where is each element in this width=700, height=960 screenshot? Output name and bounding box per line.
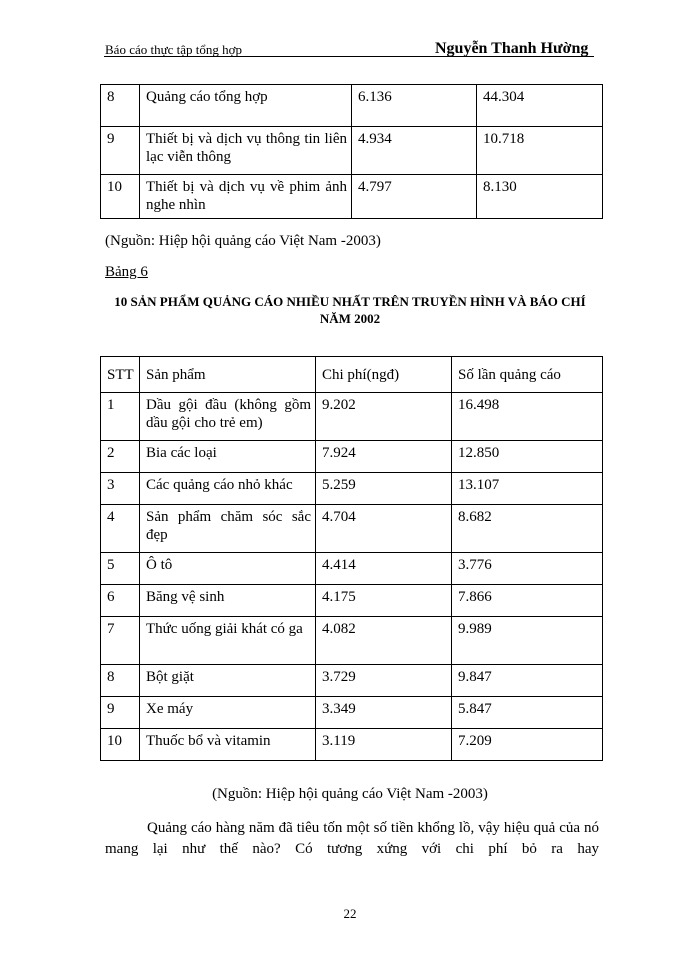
- table-row: [101, 697, 603, 729]
- table-row: [101, 85, 603, 127]
- cell-cost: 4.175: [316, 585, 452, 617]
- cell-count: 7.866: [452, 585, 603, 617]
- top-table: [100, 84, 603, 219]
- header-author-name: Nguyễn Thanh Hường: [435, 40, 589, 57]
- cell-product: Dầu gội đầu (không gồm dầu gội cho trẻ em): [140, 393, 316, 441]
- source-note: (Nguồn: Hiệp hội quảng cáo Việt Nam -2003): [105, 233, 381, 249]
- cell-count: 7.209: [452, 729, 603, 761]
- header-cost: Chi phí(ngđ): [316, 357, 452, 393]
- cell-cost: 4.414: [316, 553, 452, 585]
- cell-stt: 5: [101, 553, 140, 585]
- cell-product: Băng vệ sinh: [140, 585, 316, 617]
- table-row: [101, 505, 603, 553]
- table-row: [101, 127, 603, 175]
- cell-stt: 10: [101, 729, 140, 761]
- cell-count: 16.498: [452, 393, 603, 441]
- cell-stt: 4: [101, 505, 140, 553]
- cell-stt: 3: [101, 473, 140, 505]
- body-paragraph: Quảng cáo hàng năm đã tiêu tốn một số tiền khổng lồ, vậy hiệu quả của nó mang lại như thế nào? Có tương xứng với chi phí bỏ ra hay: [105, 820, 599, 857]
- table-row: [101, 617, 603, 665]
- cell-stt: 9: [101, 697, 140, 729]
- cell-cost: 5.259: [316, 473, 452, 505]
- cell-stt: 9: [101, 127, 140, 175]
- cell-cost: 6.136: [352, 85, 477, 127]
- cell-count: 3.776: [452, 553, 603, 585]
- cell-count: 13.107: [452, 473, 603, 505]
- cell-cost: 4.934: [352, 127, 477, 175]
- cell-product: Thiết bị và dịch vụ thông tin liên lạc viễn thông: [140, 127, 352, 175]
- header-report-title: Báo cáo thực tập tổng hợp: [105, 42, 243, 57]
- page-number: 22: [343, 906, 357, 921]
- table-row: [101, 729, 603, 761]
- cell-product: Thiết bị và dịch vụ về phim ảnh nghe nhìn: [140, 175, 352, 219]
- cell-cost: 9.202: [316, 393, 452, 441]
- header-divider: [104, 56, 594, 57]
- cell-product: Thuốc bổ và vitamin: [140, 729, 316, 761]
- cell-count: 12.850: [452, 441, 603, 473]
- cell-product: Bia các loại: [140, 441, 316, 473]
- cell-count: 8.682: [452, 505, 603, 553]
- cell-product: Quảng cáo tổng hợp: [140, 85, 352, 127]
- source-note: (Nguồn: Hiệp hội quảng cáo Việt Nam -2003): [212, 786, 488, 802]
- table-row: [101, 585, 603, 617]
- header-product: Sản phẩm: [140, 357, 316, 393]
- cell-count: 10.718: [477, 127, 603, 175]
- cell-cost: 4.082: [316, 617, 452, 665]
- cell-cost: 3.729: [316, 665, 452, 697]
- cell-stt: 8: [101, 665, 140, 697]
- table-title: 10 SẢN PHẨM QUẢNG CÁO NHIỀU NHẤT TRÊN TRUYỀN HÌNH VÀ BÁO CHÍ NĂM 2002: [114, 294, 586, 326]
- table-row: [101, 393, 603, 441]
- cell-product: Xe máy: [140, 697, 316, 729]
- cell-stt: 8: [101, 85, 140, 127]
- cell-cost: 3.119: [316, 729, 452, 761]
- cell-count: 5.847: [452, 697, 603, 729]
- cell-count: 9.847: [452, 665, 603, 697]
- cell-product: Ô tô: [140, 553, 316, 585]
- cell-stt: 7: [101, 617, 140, 665]
- cell-stt: 2: [101, 441, 140, 473]
- header-count: Số lần quảng cáo: [452, 357, 603, 393]
- cell-stt: 1: [101, 393, 140, 441]
- cell-product: Các quảng cáo nhỏ khác: [140, 473, 316, 505]
- cell-cost: 4.797: [352, 175, 477, 219]
- table-row: [101, 441, 603, 473]
- cell-count: 9.989: [452, 617, 603, 665]
- cell-product: Thức uống giải khát có ga: [140, 617, 316, 665]
- table-row: [101, 553, 603, 585]
- table-row: [101, 473, 603, 505]
- table-row: [101, 175, 603, 219]
- cell-cost: 4.704: [316, 505, 452, 553]
- cell-product: Bột giặt: [140, 665, 316, 697]
- table-header-row: [101, 357, 603, 393]
- cell-stt: 10: [101, 175, 140, 219]
- cell-count: 44.304: [477, 85, 603, 127]
- header-stt: STT: [101, 357, 140, 393]
- cell-cost: 3.349: [316, 697, 452, 729]
- main-table: [100, 356, 603, 761]
- cell-cost: 7.924: [316, 441, 452, 473]
- cell-product: Sản phẩm chăm sóc sắc đẹp: [140, 505, 316, 553]
- table-label: Bảng 6: [105, 264, 148, 280]
- table-row: [101, 665, 603, 697]
- cell-stt: 6: [101, 585, 140, 617]
- cell-count: 8.130: [477, 175, 603, 219]
